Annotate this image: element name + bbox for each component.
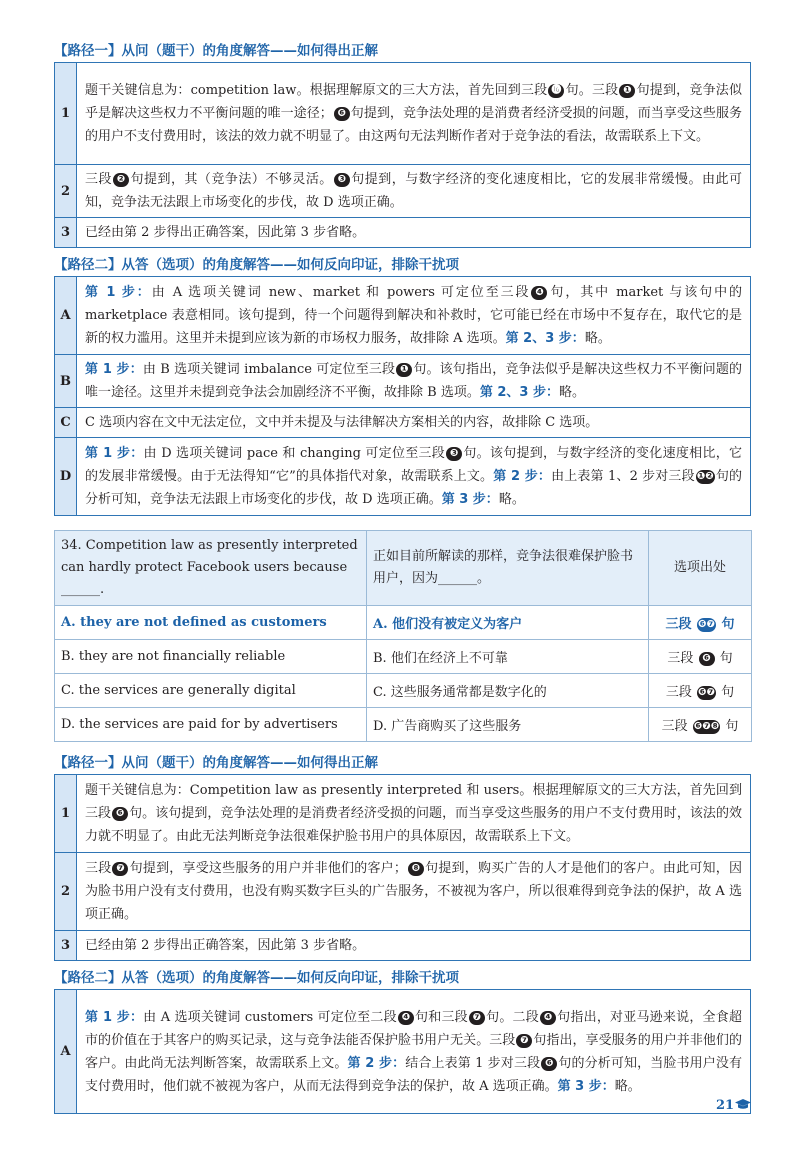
table-row (55, 990, 751, 1114)
option-cn: B. 他们在经济上不可靠 (367, 640, 649, 674)
option-analysis: C 选项内容在文中无法定位，文中并未提及与法律解决方案相关的内容，故排除 C 选项。 (77, 408, 751, 438)
option-source: 三段 ❻❼❽ 句 (649, 708, 752, 742)
page-content (54, 40, 751, 1114)
graduation-cap-icon (735, 1099, 751, 1110)
path1-steps-table (54, 774, 751, 961)
option-source: 三段 ❻❼ 句 (649, 606, 752, 640)
option-label: A (55, 277, 77, 355)
table-row (55, 640, 752, 674)
table-row (55, 531, 752, 606)
option-cn: C. 这些服务通常都是数字化的 (367, 674, 649, 708)
table-row (55, 674, 752, 708)
path2-options-table (54, 989, 751, 1114)
option-en: A. they are not defined as customers (55, 606, 367, 640)
option-en: B. they are not financially reliable (55, 640, 367, 674)
path1-steps-table (54, 62, 751, 248)
step-text: 已经由第 2 步得出正确答案，因此第 3 步省略。 (77, 218, 751, 248)
page-number: 21 (716, 1098, 751, 1113)
table-row (55, 63, 751, 165)
question-stem-cn: 正如目前所解读的那样，竞争法很难保护脸书用户，因为______。 (367, 531, 649, 606)
option-analysis: 第 1 步：由 A 选项关键词 customers 可定位至二段 ❹ 句和三段 ❼ 句。二段 ❹ 句指出，对亚马逊来说，全食超市的价值在于其客户的购买记录，这与竞争法能否保护脸书用户无关。三段 ❼ 句指出，享受服务的用户并非他们的客户。由此尚无法判断答案，故需联系上文。第 2 步：结合上表第 1 步对三段 ❻ 句的分析可知，当脸书用户没有支付费用时，他们就不被视为客户，从而无法得到竞争法的保护，故 A 选项正确。第 3 步：略。 (77, 990, 751, 1114)
step-text: 题干关键信息为：competition law。根据理解原文的三大方法，首先回到三段 ⓰ 句。三段 ❶ 句提到，竞争法似乎是解决这些权力不平衡问题的唯一途径； ❻ 句提到，竞争法处理的是消费者经济受损的问题，而当享受这些服务的用户不支付费用时，该法的效力就不明显了。由这两句无法判断作者对于竞争法的看法，故需联系上下文。 (77, 63, 751, 165)
path2-options-table (54, 276, 751, 516)
step-label: 1 (55, 775, 77, 853)
table-row (55, 165, 751, 218)
table-row (55, 853, 751, 931)
question-stem-en: 34. Competition law as presently interpreted can hardly protect Facebook users because ______. (55, 531, 367, 606)
step-text: 已经由第 2 步得出正确答案，因此第 3 步省略。 (77, 931, 751, 961)
option-source: 三段 ❻❼ 句 (649, 674, 752, 708)
table-row (55, 355, 751, 408)
option-label: A (55, 990, 77, 1114)
table-row (55, 218, 751, 248)
step-label: 3 (55, 931, 77, 961)
path2-heading: 【路径二】从答（选项）的角度解答——如何反向印证，排除干扰项 (54, 970, 459, 986)
table-row (55, 708, 752, 742)
option-cn: D. 广告商购买了这些服务 (367, 708, 649, 742)
option-cn: A. 他们没有被定义为客户 (367, 606, 649, 640)
step-text: 题干关键信息为：Competition law as presently interpreted 和 users。根据理解原文的三大方法，首先回到三段 ❻ 句。该句提到，竞争法处理的是消费者经济受损的问题，而当享受这些服务的用户不支付费用时，该法的效力就不明显了。由此无法判断竞争法很难保护脸书用户的具体原因，故需联系上下文。 (77, 775, 751, 853)
option-label: C (55, 408, 77, 438)
option-en: D. the services are paid for by advertisers (55, 708, 367, 742)
step-label: 1 (55, 63, 77, 165)
step-label: 3 (55, 218, 77, 248)
table-row (55, 438, 751, 516)
option-en: C. the services are generally digital (55, 674, 367, 708)
table-row (55, 408, 751, 438)
table-row (55, 277, 751, 355)
path1-heading: 【路径一】从问（题干）的角度解答——如何得出正解 (54, 43, 378, 59)
table-row (55, 931, 751, 961)
question-34-table (54, 530, 752, 742)
table-row (55, 606, 752, 640)
option-label: B (55, 355, 77, 408)
path2-heading: 【路径二】从答（选项）的角度解答——如何反向印证，排除干扰项 (54, 257, 459, 273)
step-text: 三段 ❼ 句提到，享受这些服务的用户并非他们的客户； ❽ 句提到，购买广告的人才是他们的客户。由此可知，因为脸书用户没有支付费用，也没有购买数字巨头的广告服务，不被视为客户，所以很难得到竞争法的保护，故 A 选项正确。 (77, 853, 751, 931)
option-analysis: 第 1 步：由 A 选项关键词 new、market 和 powers 可定位至三段 ❹ 句，其中 market 与该句中的 marketplace 表意相同。该句提到，待一个问题得到解决和补救时，它可能已经在市场中不复存在，取代它的是新的权力滥用。这里并未提到应该为新的市场权力服务，故排除 A 选项。第 2、3 步：略。 (77, 277, 751, 355)
step-label: 2 (55, 165, 77, 218)
option-label: D (55, 438, 77, 516)
step-label: 2 (55, 853, 77, 931)
option-analysis: 第 1 步：由 D 选项关键词 pace 和 changing 可定位至三段 ❸ 句。该句提到，与数字经济的变化速度相比，它的发展非常缓慢。由于无法得知“它”的具体指代对象，故需联系上文。第 2 步：由上表第 1、2 步对三段 ❶❷ 句的分析可知，竞争法无法跟上市场变化的步伐，故 D 选项正确。第 3 步：略。 (77, 438, 751, 516)
path1-heading: 【路径一】从问（题干）的角度解答——如何得出正解 (54, 755, 378, 771)
source-header: 选项出处 (649, 531, 752, 606)
option-analysis: 第 1 步：由 B 选项关键词 imbalance 可定位至三段 ❶ 句。该句指出，竞争法似乎是解决这些权力不平衡问题的唯一途径。这里并未提到竞争法会加剧经济不平衡，故排除 B 选项。第 2、3 步：略。 (77, 355, 751, 408)
table-row (55, 775, 751, 853)
step-text: 三段 ❷ 句提到，其（竞争法）不够灵活。 ❸ 句提到，与数字经济的变化速度相比，它的发展非常缓慢。由此可知，竞争法无法跟上市场变化的步伐，故 D 选项正确。 (77, 165, 751, 218)
option-source: 三段 ❻ 句 (649, 640, 752, 674)
